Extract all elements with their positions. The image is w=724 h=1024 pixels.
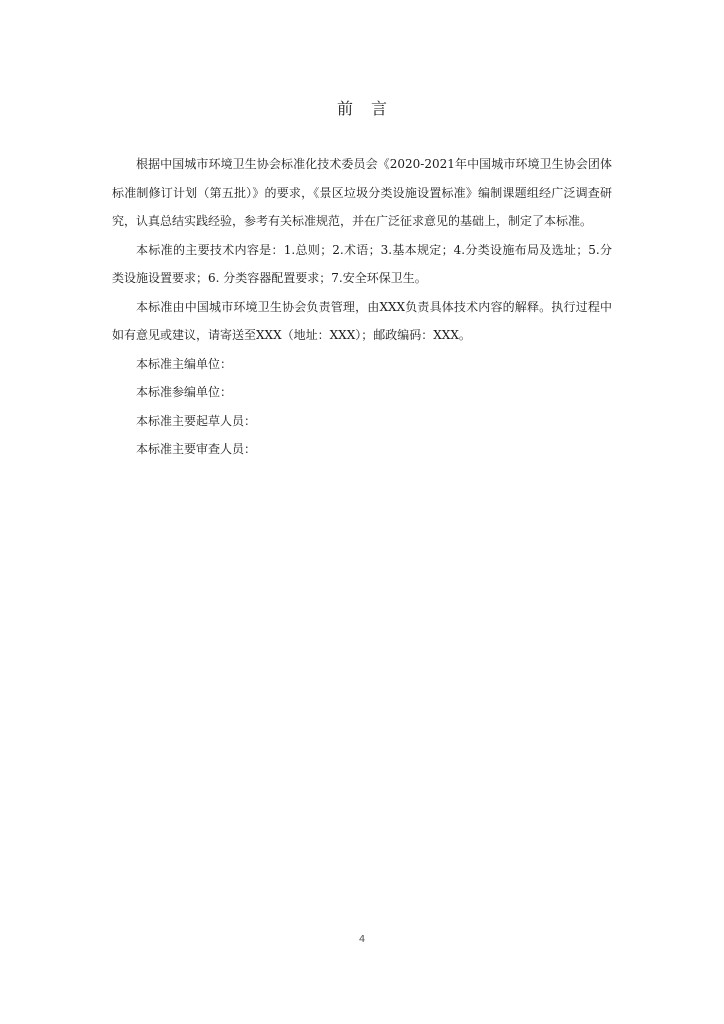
paragraph-chief-editor-unit: 本标准主编单位： bbox=[136, 356, 233, 371]
paragraph-drafters: 本标准主要起草人员： bbox=[136, 413, 257, 428]
paragraph-participating-unit: 本标准参编单位： bbox=[136, 385, 233, 399]
paragraph-management: 本标准由中国城市环境卫生协会负责管理，由XXX负责具体技术内容的解释。执行过程中如有意见或建议，请寄送至XXX（地址：XXX）；邮政编码：XXX。 bbox=[112, 299, 612, 342]
page-number: 4 bbox=[358, 934, 366, 945]
page-title: 前言 bbox=[336, 99, 405, 118]
paragraph-reviewers: 本标准主要审查人员： bbox=[136, 442, 257, 456]
paragraph-technical-content: 本标准的主要技术内容是：1.总则；2.术语；3.基本规定；4.分类设施布局及选址；5.分类设施设置要求；6. 分类容器配置要求；7.安全环保卫生。 bbox=[112, 242, 612, 285]
paragraph-background: 根据中国城市环境卫生协会标准化技术委员会《2020-2021年中国城市环境卫生协会团体标准制修订计划（第五批）》的要求，《景区垃圾分类设施设置标准》编制课题组经广泛调查研究，认真总结实践经验，参考有关标准规范，并在广泛征求意见的基础上，制定了本标准。 bbox=[112, 157, 612, 228]
document-body bbox=[112, 150, 612, 464]
